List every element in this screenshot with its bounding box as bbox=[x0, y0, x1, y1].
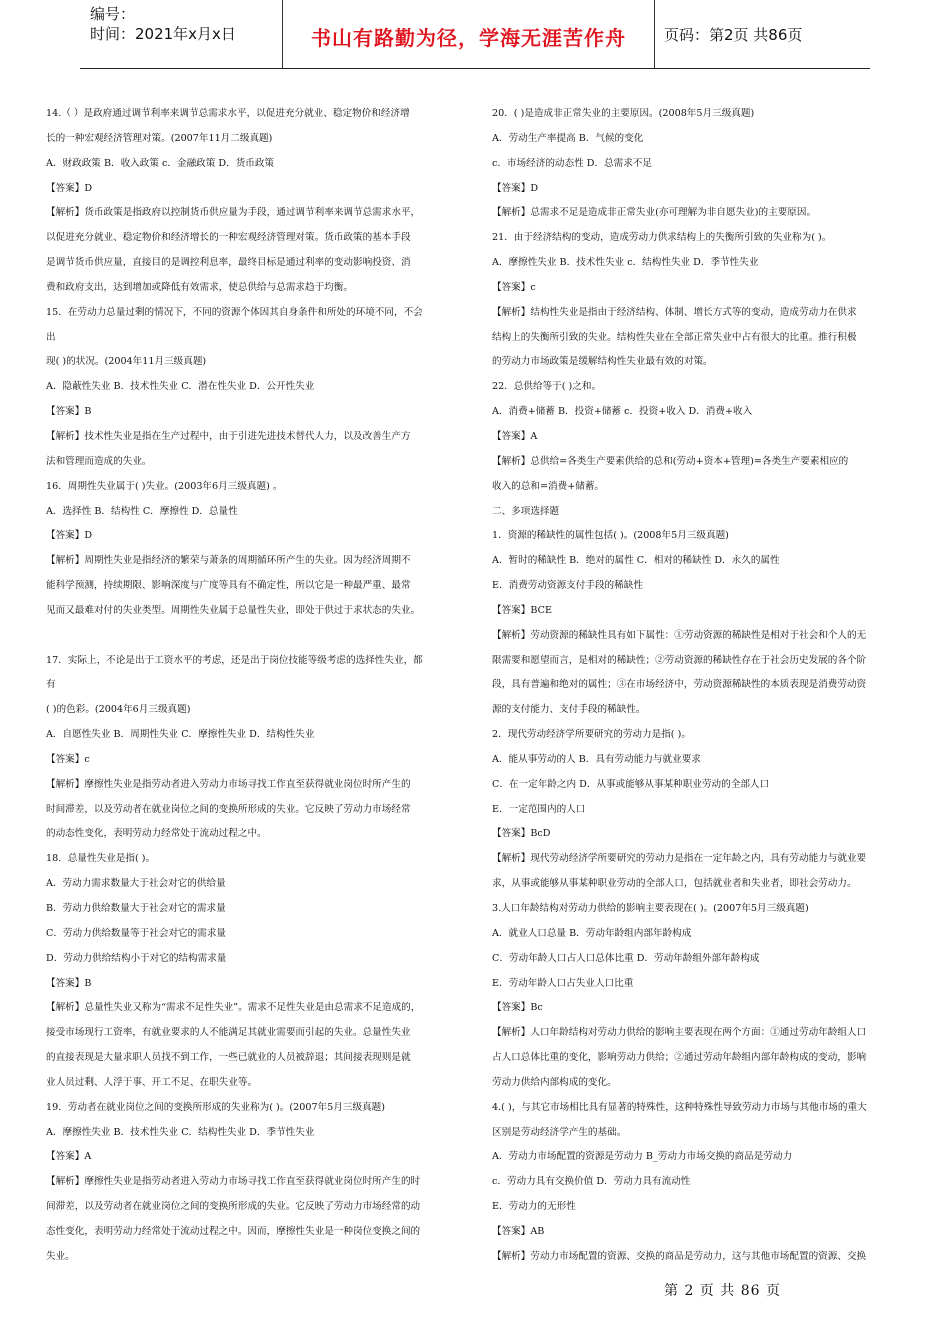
text-line: E．劳动力的无形性 bbox=[492, 1201, 576, 1213]
text-line: 【答案】A bbox=[46, 1151, 92, 1163]
text-line: 【答案】D bbox=[46, 530, 93, 542]
text-line: 能科学预测，持续期限、影响深度与广度等具有不确定性，所以它是一种最严重、最常 bbox=[46, 580, 411, 592]
text-line: 2．现代劳动经济学所要研究的劳动力是指( )。 bbox=[492, 729, 691, 741]
text-line: 21．由于经济结构的变动，造成劳动力供求结构上的失衡所引致的失业称为( )。 bbox=[492, 232, 832, 244]
text-line: 业人员过剩、人浮于事、开工不足、在职失业等。 bbox=[46, 1076, 258, 1088]
text-line: 长的一种宏观经济管理对策。(2007年11月二级真题) bbox=[46, 132, 273, 144]
text-line: 【解析】总量性失业又称为“需求不足性失业”。需求不足性失业是由总需求不足造成的， bbox=[46, 1002, 421, 1014]
text-line: 的动态性变化，表明劳动力经常处于流动过程之中。 bbox=[46, 828, 267, 840]
text-line: 【解析】劳动力市场配置的资源、交换的商品是劳动力，这与其他市场配置的资源、交换 bbox=[492, 1250, 867, 1262]
text-line: 结构上的失衡所引致的失业。结构性失业在全部正常失业中占有很大的比重。推行积极 bbox=[492, 331, 857, 343]
text-line: 【解析】现代劳动经济学所要研究的劳动力是指在一定年龄之内，具有劳动能力与就业要 bbox=[492, 853, 867, 865]
text-line: 【答案】Bc bbox=[492, 1002, 543, 1014]
text-line bbox=[46, 624, 466, 649]
page-header bbox=[80, 0, 870, 69]
serial-label: 编号： bbox=[90, 5, 136, 23]
text-line: 【解析】人口年龄结构对劳动力供给的影响主要表现在两个方面：①通过劳动年龄组人口 bbox=[492, 1027, 867, 1039]
header-page-number: 页码：第2页 共86页 bbox=[664, 26, 803, 44]
text-line: 以促进充分就业、稳定物价和经济增长的一种宏观经济管理对策。货币政策的基本手段 bbox=[46, 232, 411, 244]
text-line: 见而又最难对付的失业类型。周期性失业属于总量性失业，即处于供过于求状态的失业。 bbox=[46, 604, 421, 616]
text-line: 3.人口年龄结构对劳动力供给的影响主要表现在( )。(2007年5月三级真题) bbox=[492, 903, 809, 914]
text-line: 22．总供给等于( )之和。 bbox=[492, 381, 602, 393]
left-column bbox=[46, 102, 466, 1270]
text-line: c．劳动力具有交换价值 D．劳动力具有流动性 bbox=[492, 1176, 691, 1188]
text-line: A．摩擦性失业 B．技术性失业 c．结构性失业 D．季节性失业 bbox=[492, 257, 759, 269]
text-line: 限需要和愿望而言，是相对的稀缺性；②劳动资源的稀缺性存在于社会历史发展的各个阶 bbox=[492, 654, 867, 666]
text-line: 1．资源的稀缺性的属性包括( )。(2008年5月三级真题) bbox=[492, 530, 729, 542]
text-line: 【解析】技术性失业是指在生产过程中，由于引进先进技术替代人力，以及改善生产方 bbox=[46, 430, 411, 442]
header-divider bbox=[654, 0, 655, 68]
text-line: 源的支付能力、支付手段的稀缺性。 bbox=[492, 704, 646, 716]
text-line: 【答案】c bbox=[492, 281, 536, 293]
text-line: A．就业人口总量 B．劳动年龄组内部年龄构成 bbox=[492, 927, 692, 939]
text-line: 接受市场现行工资率，有就业要求的人不能满足其就业需要而引起的失业。总量性失业 bbox=[46, 1027, 411, 1039]
text-line: 时间滞差，以及劳动者在就业岗位之间的变换所形成的失业。它反映了劳动力市场经常 bbox=[46, 803, 411, 815]
text-line: 态性变化，表明劳动力经常处于流动过程之中。因而，摩擦性失业是一种岗位变换之间的 bbox=[46, 1225, 421, 1237]
text-line: 【答案】AB bbox=[492, 1225, 545, 1237]
text-line: 17．实际上，不论是出于工资水平的考虑，还是出于岗位技能等级考虑的选择性失业，都 bbox=[46, 654, 423, 666]
text-line: 【答案】A bbox=[492, 430, 538, 442]
text-line: 【解析】周期性失业是指经济的繁荣与萧条的周期循环所产生的失业。因为经济周期不 bbox=[46, 555, 411, 567]
text-line: 【解析】摩擦性失业是指劳动者进入劳动力市场寻找工作直至获得就业岗位时所产生的时 bbox=[46, 1176, 421, 1188]
text-line: 【答案】D bbox=[46, 182, 93, 194]
text-line: 18．总量性失业是指( )。 bbox=[46, 853, 156, 865]
text-line: 占人口总体比重的变化，影响劳动力供给；②通过劳动年龄组内部年龄构成的变动，影响 bbox=[492, 1052, 867, 1064]
text-line: 【解析】总供给=各类生产要素供给的总和(劳动+资本+管理)=各类生产要素相应的 bbox=[492, 455, 849, 467]
header-meta bbox=[90, 4, 236, 44]
text-line: 【解析】结构性失业是指由于经济结构、体制、增长方式等的变动，造成劳动力在供求 bbox=[492, 306, 857, 318]
text-line: 14.（ ）是政府通过调节利率来调节总需求水平，以促进充分就业、稳定物价和经济增 bbox=[46, 108, 410, 119]
text-line: E．消费劳动资源支付手段的稀缺性 bbox=[492, 580, 643, 592]
text-line: 收入的总和=消费+储蓄。 bbox=[492, 480, 605, 492]
text-line: 【答案】c bbox=[46, 753, 90, 765]
time-label: 时间：2021年x月x日 bbox=[90, 25, 236, 43]
text-line: 16．周期性失业属于( )失业。(2003年6月三级真题) 。 bbox=[46, 480, 283, 492]
text-line: E．一定范围内的人口 bbox=[492, 803, 586, 815]
text-line: 【解析】劳动资源的稀缺性具有如下属性：①劳动资源的稀缺性是相对于社会和个人的无 bbox=[492, 629, 867, 641]
text-line: 区别是劳动经济学产生的基础。 bbox=[492, 1126, 627, 1138]
text-line: 二、多项选择题 bbox=[492, 505, 560, 517]
text-line: C．在一定年龄之内 D．从事或能够从事某种职业劳动的全部人口 bbox=[492, 778, 770, 790]
text-line: 【解析】货币政策是指政府以控制货币供应量为手段，通过调节利率来调节总需求水平， bbox=[46, 207, 421, 219]
text-line: A．劳动力市场配置的资源是劳动力 B_劳动力市场交换的商品是劳动力 bbox=[492, 1151, 793, 1163]
text-line: 间滞差，以及劳动者在就业岗位之间的变换所形成的失业。它反映了劳动力市场经常的动 bbox=[46, 1201, 421, 1213]
text-line: 法和管理而造成的失业。 bbox=[46, 455, 152, 467]
text-line: 出 bbox=[46, 331, 56, 343]
text-line: 19．劳动者在就业岗位之间的变换所形成的失业称为( )。(2007年5月三级真题) bbox=[46, 1101, 385, 1113]
text-line: c．市场经济的动态性 D．总需求不足 bbox=[492, 157, 653, 169]
text-line: 费和政府支出，达到增加或降低有效需求，使总供给与总需求趋于均衡。 bbox=[46, 281, 353, 293]
text-line: 【解析】总需求不足是造成非正常失业(亦可理解为非自愿失业)的主要原因。 bbox=[492, 207, 817, 219]
text-line: 【答案】D bbox=[492, 182, 539, 194]
text-line: A．能从事劳动的人 B．具有劳动能力与就业要求 bbox=[492, 753, 701, 765]
text-line: 4.( )，与其它市场相比具有显著的特殊性，这种特殊性导致劳动力市场与其他市场的重大 bbox=[492, 1101, 867, 1113]
text-line: D．劳动力供给结构小于对它的结构需求量 bbox=[46, 952, 227, 964]
text-line: 【答案】BcD bbox=[492, 828, 551, 840]
text-line: A．自愿性失业 B．周期性失业 C．摩擦性失业 D．结构性失业 bbox=[46, 729, 315, 741]
text-line: 求，从事或能够从事某种职业劳动的全部人口，包括就业者和失业者，即社会劳动力。 bbox=[492, 878, 857, 890]
text-line: 有 bbox=[46, 679, 56, 691]
text-line: A．隐蔽性失业 B．技术性失业 C．潜在性失业 D．公开性失业 bbox=[46, 381, 315, 393]
text-line: C．劳动年龄人口占人口总体比重 D．劳动年龄组外部年龄构成 bbox=[492, 952, 760, 964]
text-line: A．劳动力需求数量大于社会对它的供给量 bbox=[46, 878, 226, 890]
page-footer: 第 2 页 共 86 页 bbox=[664, 1283, 781, 1299]
text-line: 【答案】B bbox=[46, 406, 92, 418]
text-line: 是调节货币供应量，直接目的是调控利息率，最终目标是通过利率的变动影响投资、消 bbox=[46, 257, 411, 269]
text-line: A．选择性 B．结构性 C．摩擦性 D．总量性 bbox=[46, 505, 238, 517]
right-column bbox=[492, 102, 906, 1270]
text-line: 的劳动力市场政策是缓解结构性失业最有效的对策。 bbox=[492, 356, 713, 368]
text-line: 现( )的状况。(2004年11月三级真题) bbox=[46, 356, 207, 368]
text-line: A．摩擦性失业 B．技术性失业 C．结构性失业 D．季节性失业 bbox=[46, 1126, 315, 1138]
text-line: C．劳动力供给数量等于社会对它的需求量 bbox=[46, 927, 227, 939]
text-line: 失业。 bbox=[46, 1250, 75, 1262]
text-line: ( )的色彩。(2004年6月三级真题) bbox=[46, 704, 191, 716]
header-motto: 书山有路勤为径，学海无涯苦作舟 bbox=[311, 26, 626, 50]
text-line: 的直接表现是大量求职人员找不到工作，一些已就业的人员被辞退；其间接表现则是就 bbox=[46, 1052, 411, 1064]
text-line: 15．在劳动力总量过剩的情况下，不同的资源个体因其自身条件和所处的环境不同，不会 bbox=[46, 306, 423, 318]
text-line: 【答案】BCE bbox=[492, 604, 552, 616]
text-line: A．暂时的稀缺性 B．绝对的属性 C．相对的稀缺性 D．永久的属性 bbox=[492, 555, 780, 567]
text-line: B．劳动力供给数量大于社会对它的需求量 bbox=[46, 903, 226, 914]
text-line: 段，具有普遍和绝对的属性；③在市场经济中，劳动资源稀缺性的本质表现是消费劳动资 bbox=[492, 679, 867, 691]
text-line: 劳动力供给内部构成的变化。 bbox=[492, 1076, 617, 1088]
text-line: E．劳动年龄人口占失业人口比重 bbox=[492, 977, 634, 989]
text-line: A．财政政策 B．收入政策 c．金融政策 D．货币政策 bbox=[46, 157, 275, 169]
text-line: 【答案】B bbox=[46, 977, 92, 989]
text-line: 20．( )是造成非正常失业的主要原因。(2008年5月三级真题) bbox=[492, 108, 755, 119]
text-line: A．消费+储蓄 B．投资+储蓄 c．投资+收入 D．消费+收入 bbox=[492, 406, 753, 418]
text-line: A．劳动生产率提高 B．气候的变化 bbox=[492, 132, 644, 144]
text-line: 【解析】摩擦性失业是指劳动者进入劳动力市场寻找工作直至获得就业岗位时所产生的 bbox=[46, 778, 411, 790]
